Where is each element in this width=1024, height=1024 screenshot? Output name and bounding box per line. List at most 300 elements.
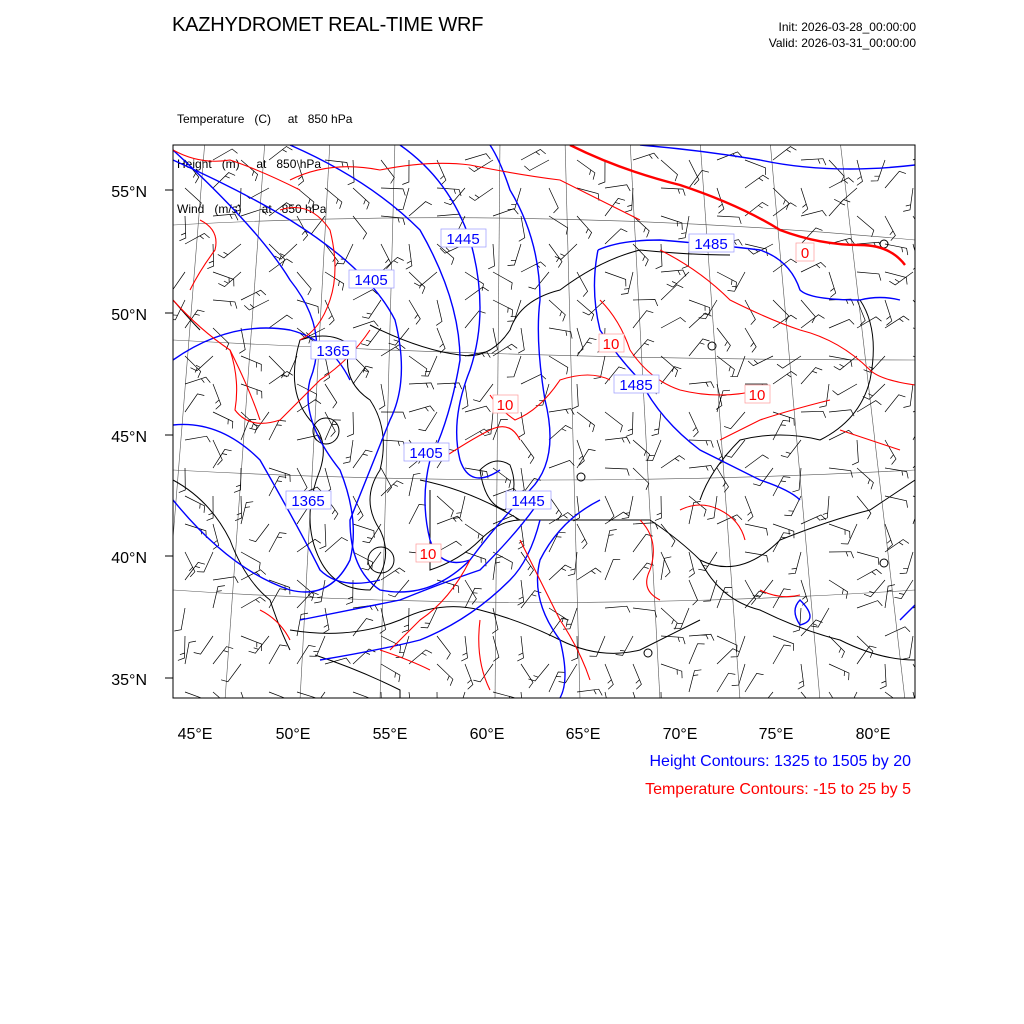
wind-barb	[353, 188, 369, 209]
wind-barb	[409, 356, 427, 376]
wind-barb	[353, 366, 373, 384]
wind-barb	[885, 300, 892, 325]
temperature-label	[493, 395, 518, 414]
wind-barb	[829, 430, 854, 440]
height-label	[614, 375, 659, 394]
lat-tick: 35°N	[111, 672, 147, 689]
wind-barb	[661, 285, 683, 300]
wind-barb	[405, 692, 411, 717]
wind-barb	[419, 412, 438, 431]
height-contours	[173, 145, 915, 698]
svg-text:1485: 1485	[694, 236, 728, 253]
wind-barb	[661, 318, 686, 329]
wind-barb	[871, 160, 885, 181]
svg-text:1365: 1365	[316, 343, 350, 360]
wind-barb	[633, 311, 653, 328]
wind-barb	[465, 664, 473, 689]
wind-barb	[437, 496, 453, 517]
wind-barb	[213, 647, 233, 664]
wind-barb	[829, 272, 836, 297]
height-label	[311, 341, 356, 360]
wind-barb	[320, 524, 326, 549]
lon-tick: 70°E	[662, 726, 698, 743]
wind-barb	[752, 692, 773, 709]
wind-barb	[518, 468, 524, 493]
wind-barb	[492, 328, 498, 353]
wind-barb	[185, 496, 205, 513]
wind-barb	[885, 540, 909, 553]
wind-barb	[241, 209, 266, 216]
wind-barb	[885, 692, 903, 712]
wind-barb	[421, 356, 437, 376]
wind-barb	[605, 272, 626, 286]
wind-barb	[213, 449, 232, 468]
wind-barb	[689, 634, 714, 640]
wind-barb	[353, 692, 374, 707]
wind-barb	[297, 468, 307, 493]
wind-barb	[325, 538, 348, 553]
wind-barb	[894, 580, 913, 599]
wind-barb	[788, 552, 801, 574]
wind-barb	[885, 171, 906, 188]
wind-barb	[834, 356, 857, 370]
wind-barb	[604, 692, 610, 717]
wind-barb	[241, 160, 258, 181]
wind-barb	[493, 557, 503, 581]
wind-barb	[745, 160, 766, 175]
svg-text:1445: 1445	[446, 231, 480, 248]
temperature-labels	[416, 243, 814, 563]
wind-barb	[689, 670, 701, 692]
wind-barb	[885, 468, 908, 478]
wind-barb	[667, 272, 689, 287]
wind-barb	[381, 636, 401, 653]
wind-barb	[213, 692, 230, 713]
svg-text:0: 0	[800, 245, 810, 262]
wind-barb	[185, 394, 204, 412]
map-frame	[173, 145, 915, 698]
wind-barb	[731, 636, 745, 657]
wind-barb	[451, 692, 465, 713]
wind-barb	[678, 216, 689, 239]
wind-barb	[801, 620, 823, 636]
wind-barb	[361, 328, 381, 346]
wind-barb	[549, 565, 571, 580]
wind-barb	[244, 300, 269, 310]
wind-barb	[437, 383, 462, 389]
wind-barb	[549, 188, 558, 213]
wind-barb	[194, 636, 213, 654]
wind-barb	[857, 401, 881, 412]
wind-barb	[833, 384, 858, 395]
wind-barb	[903, 384, 913, 408]
wind-barb	[453, 496, 465, 519]
temperature-label	[416, 544, 441, 563]
wind-barb	[473, 384, 493, 402]
wind-barb	[661, 270, 686, 276]
wind-barb	[605, 468, 629, 476]
svg-text:1365: 1365	[291, 493, 325, 510]
wind-barb	[689, 644, 705, 664]
wind-barb	[577, 338, 597, 356]
wind-barb	[655, 496, 662, 521]
wind-barb	[633, 153, 658, 160]
wind-barb	[577, 412, 595, 432]
wind-barb	[379, 384, 385, 409]
wind-barb	[213, 300, 237, 309]
height-label	[349, 270, 394, 289]
wind-barb	[465, 311, 486, 328]
wind-barb	[343, 440, 353, 463]
wind-barb	[436, 300, 442, 325]
wind-barb	[437, 636, 450, 659]
wind-barb	[207, 496, 214, 521]
temperature-contours	[173, 145, 915, 690]
map-title: KAZHYDROMET REAL-TIME WRF	[172, 14, 484, 36]
wind-barb	[857, 468, 873, 489]
wind-barb	[633, 692, 640, 717]
svg-text:10: 10	[496, 397, 514, 414]
wind-barb	[621, 272, 633, 294]
wind-barb	[348, 160, 354, 185]
wind-barb	[885, 216, 895, 241]
wind-barb	[777, 356, 801, 368]
wind-barb	[864, 580, 885, 597]
wind-barb	[801, 300, 815, 323]
wind-barb	[661, 608, 677, 629]
wind-barb	[325, 244, 338, 268]
wind-barb	[396, 188, 409, 210]
wind-barb	[801, 262, 826, 272]
wind-barb	[773, 147, 796, 160]
lat-tick: 50°N	[111, 307, 147, 324]
wind-barb	[347, 412, 354, 437]
wind-barb	[717, 673, 735, 692]
wind-barb	[745, 300, 755, 325]
graticule	[160, 140, 915, 700]
wind-barb	[213, 412, 233, 429]
wind-barb	[493, 636, 499, 661]
wind-barb	[493, 468, 511, 488]
wind-barb	[857, 496, 871, 519]
wind-barb	[880, 664, 886, 689]
wind-barb	[353, 216, 367, 239]
wind-barb	[381, 568, 405, 580]
wind-barb	[913, 403, 938, 412]
wind-barb	[362, 552, 382, 570]
wind-barb	[745, 673, 764, 692]
wind-barb	[275, 244, 297, 259]
wind-barb	[381, 664, 400, 682]
temperature-label	[745, 385, 770, 404]
wind-barb	[178, 636, 185, 660]
wind-barb	[249, 524, 269, 542]
wind-barb	[885, 585, 895, 608]
wind-barb	[605, 560, 620, 580]
wind-barb	[661, 160, 678, 181]
wind-barb	[773, 412, 794, 426]
wind-barb	[913, 356, 932, 373]
wind-barb	[461, 636, 467, 661]
wind-barb	[241, 597, 266, 608]
wind-barb	[725, 440, 745, 457]
temperature-label	[796, 243, 814, 262]
svg-text:1485: 1485	[619, 377, 653, 394]
wind-barb	[857, 636, 873, 658]
wind-barb	[913, 496, 933, 511]
wind-barb	[633, 216, 649, 237]
height-label	[286, 491, 331, 510]
wind-barb	[409, 504, 426, 524]
wind-barb	[819, 384, 829, 407]
svg-text:10: 10	[419, 546, 437, 563]
wind-barb	[829, 468, 853, 478]
wind-barb	[903, 636, 913, 659]
field-wind: Wind (m/s) at 850 hPa	[177, 202, 327, 216]
wind-barb	[577, 272, 588, 297]
iran-border	[315, 655, 400, 698]
wind-barb	[689, 466, 714, 472]
wind-barb	[488, 244, 494, 269]
wind-barb	[857, 272, 881, 281]
wind-barb	[773, 371, 797, 384]
wind-barb	[414, 272, 437, 286]
wind-barb	[900, 552, 913, 574]
wind-barb	[213, 149, 238, 160]
wind-barb	[465, 429, 490, 440]
wind-barb	[829, 178, 854, 188]
wind-barb	[323, 608, 329, 633]
wind-barb	[269, 371, 293, 384]
wind-barb	[572, 384, 578, 409]
wind-barb	[605, 606, 630, 612]
wind-barb	[325, 384, 337, 408]
wind-barb	[748, 356, 773, 366]
wind-barb	[241, 502, 253, 524]
wind-barb	[353, 619, 373, 637]
height-label	[506, 491, 551, 510]
wind-barb	[549, 460, 574, 468]
wind-barb	[406, 244, 412, 269]
wind-barb	[829, 580, 848, 599]
valid-time: Valid: 2026-03-31_00:00:00	[768, 36, 916, 50]
wind-barb	[493, 300, 513, 317]
wind-barb	[857, 601, 882, 608]
wind-barb	[549, 244, 562, 268]
wind-barb	[517, 636, 523, 661]
wind-barb	[913, 244, 919, 269]
wind-barb	[633, 664, 641, 689]
wind-barb	[717, 468, 729, 492]
wind-barb	[568, 552, 577, 576]
svg-text:1405: 1405	[354, 272, 388, 289]
wind-barb	[798, 664, 804, 689]
wind-barb	[409, 383, 434, 389]
wind-barb	[661, 524, 675, 547]
wind-barb	[437, 516, 462, 524]
wind-barb	[388, 580, 409, 597]
wind-barb	[409, 406, 434, 412]
west-border	[173, 480, 290, 650]
wind-barb	[521, 664, 533, 688]
field-height: Height (m) at 850 hPa	[177, 157, 322, 171]
height-legend: Height Contours: 1325 to 1505 by 20	[649, 753, 911, 770]
init-time: Init: 2026-03-28_00:00:00	[778, 20, 916, 34]
wind-barb	[549, 409, 574, 415]
wind-barb	[174, 608, 185, 631]
wind-barb	[717, 649, 739, 664]
wind-barb	[745, 202, 768, 216]
wind-barb	[465, 154, 490, 160]
wind-barb	[605, 496, 614, 521]
wind-barb	[633, 563, 654, 580]
wind-barb	[409, 272, 425, 294]
wind-barb	[213, 586, 225, 608]
wind-barb	[213, 384, 221, 409]
wind-barb	[646, 440, 661, 460]
wind-barb	[829, 160, 844, 182]
wind-barb	[913, 692, 919, 717]
wind-barb	[773, 636, 794, 651]
wind-barb	[269, 692, 290, 707]
wind-barb	[221, 664, 241, 682]
wind-barb	[465, 406, 490, 412]
wind-barb	[269, 315, 293, 328]
height-label	[689, 234, 734, 253]
wind-barb	[431, 692, 438, 717]
wind-barb	[605, 229, 627, 244]
wind-barb	[717, 328, 730, 351]
wind-barb	[402, 160, 409, 185]
wind-barb	[577, 689, 602, 695]
wind-barb	[549, 300, 565, 321]
wind-barb	[633, 468, 649, 490]
wind-barb	[829, 410, 854, 416]
wind-barb	[655, 692, 662, 717]
wind-barb	[353, 450, 373, 468]
wind-barb	[297, 592, 319, 608]
wind-barb	[840, 692, 857, 712]
wind-barb	[362, 300, 381, 318]
lat-tick: 45°N	[111, 429, 147, 446]
lat-tick: 40°N	[111, 550, 147, 567]
wind-barb	[528, 664, 549, 681]
wind-barb	[605, 664, 613, 689]
wind-barb	[197, 552, 213, 572]
wind-barb	[381, 188, 405, 196]
wind-barb	[661, 664, 682, 678]
wind-barb	[297, 160, 304, 185]
wind-barb	[857, 569, 882, 580]
wind-barb	[829, 524, 850, 538]
wind-barb	[857, 552, 879, 565]
latitude-ticks	[111, 184, 173, 689]
lon-tick: 75°E	[758, 726, 794, 743]
wind-barb	[857, 216, 874, 237]
wind-barb	[625, 188, 633, 212]
wind-barb	[913, 421, 930, 441]
wind-barb	[745, 496, 753, 521]
height-label	[404, 443, 449, 462]
wind-barb	[626, 412, 633, 436]
wind-barb	[773, 589, 791, 608]
wind-barb	[633, 244, 648, 266]
wind-barb	[493, 272, 512, 290]
wind-barb	[605, 530, 617, 553]
wind-barb	[465, 588, 482, 608]
wind-barb	[577, 568, 601, 580]
wind-barb	[185, 692, 206, 707]
wind-barb	[465, 272, 484, 291]
wind-barb	[409, 300, 420, 324]
wind-barb	[745, 524, 768, 536]
lon-tick: 45°E	[177, 726, 213, 743]
wind-barb	[841, 524, 857, 544]
wind-barb	[717, 636, 737, 652]
wind-barb	[185, 436, 210, 442]
svg-text:10: 10	[602, 336, 620, 353]
wind-barb	[913, 151, 938, 160]
wind-barb	[191, 356, 214, 371]
svg-text:1445: 1445	[511, 493, 545, 510]
wind-barb	[518, 328, 524, 353]
wind-barb	[507, 300, 521, 321]
temperature-label	[599, 334, 624, 353]
wind-barb	[661, 456, 685, 468]
wind-barb	[380, 608, 386, 633]
field-temperature: Temperature (C) at 850 hPa	[177, 112, 353, 126]
wind-barb	[493, 209, 518, 216]
wind-barb	[524, 160, 549, 171]
wind-barb	[773, 645, 791, 664]
wind-barb	[239, 328, 245, 353]
wind-barb	[605, 185, 630, 191]
wind-barb	[689, 339, 710, 356]
wind-barb	[218, 244, 241, 258]
wind-barb	[185, 377, 210, 384]
wind-barb	[773, 533, 791, 552]
wind-barb	[829, 319, 854, 328]
wind-barb	[465, 287, 489, 300]
wind-barb	[689, 412, 698, 437]
wind-barb	[801, 188, 808, 213]
wind-barb	[493, 419, 508, 440]
wind-barb	[577, 160, 595, 180]
wind-barb	[549, 425, 572, 440]
wind-barb	[381, 160, 394, 184]
wind-barb	[913, 599, 938, 608]
lon-tick: 60°E	[469, 726, 505, 743]
wind-barb	[396, 636, 409, 658]
wind-barb	[605, 412, 622, 432]
wind-barb	[728, 272, 746, 291]
lon-tick: 80°E	[855, 726, 891, 743]
wind-barb	[325, 300, 334, 325]
wind-barb	[857, 160, 863, 185]
wind-barb	[689, 382, 714, 388]
wind-barb	[409, 202, 432, 216]
wind-barb	[689, 580, 698, 605]
wind-barb	[185, 188, 201, 209]
wind-barb	[297, 188, 314, 209]
wind-barb	[241, 692, 249, 717]
wind-barb	[381, 244, 391, 269]
wind-barb	[913, 328, 936, 340]
wind-barb	[661, 367, 681, 384]
wind-barb	[437, 328, 445, 353]
wind-barb	[689, 552, 695, 577]
wind-barb	[745, 328, 756, 352]
